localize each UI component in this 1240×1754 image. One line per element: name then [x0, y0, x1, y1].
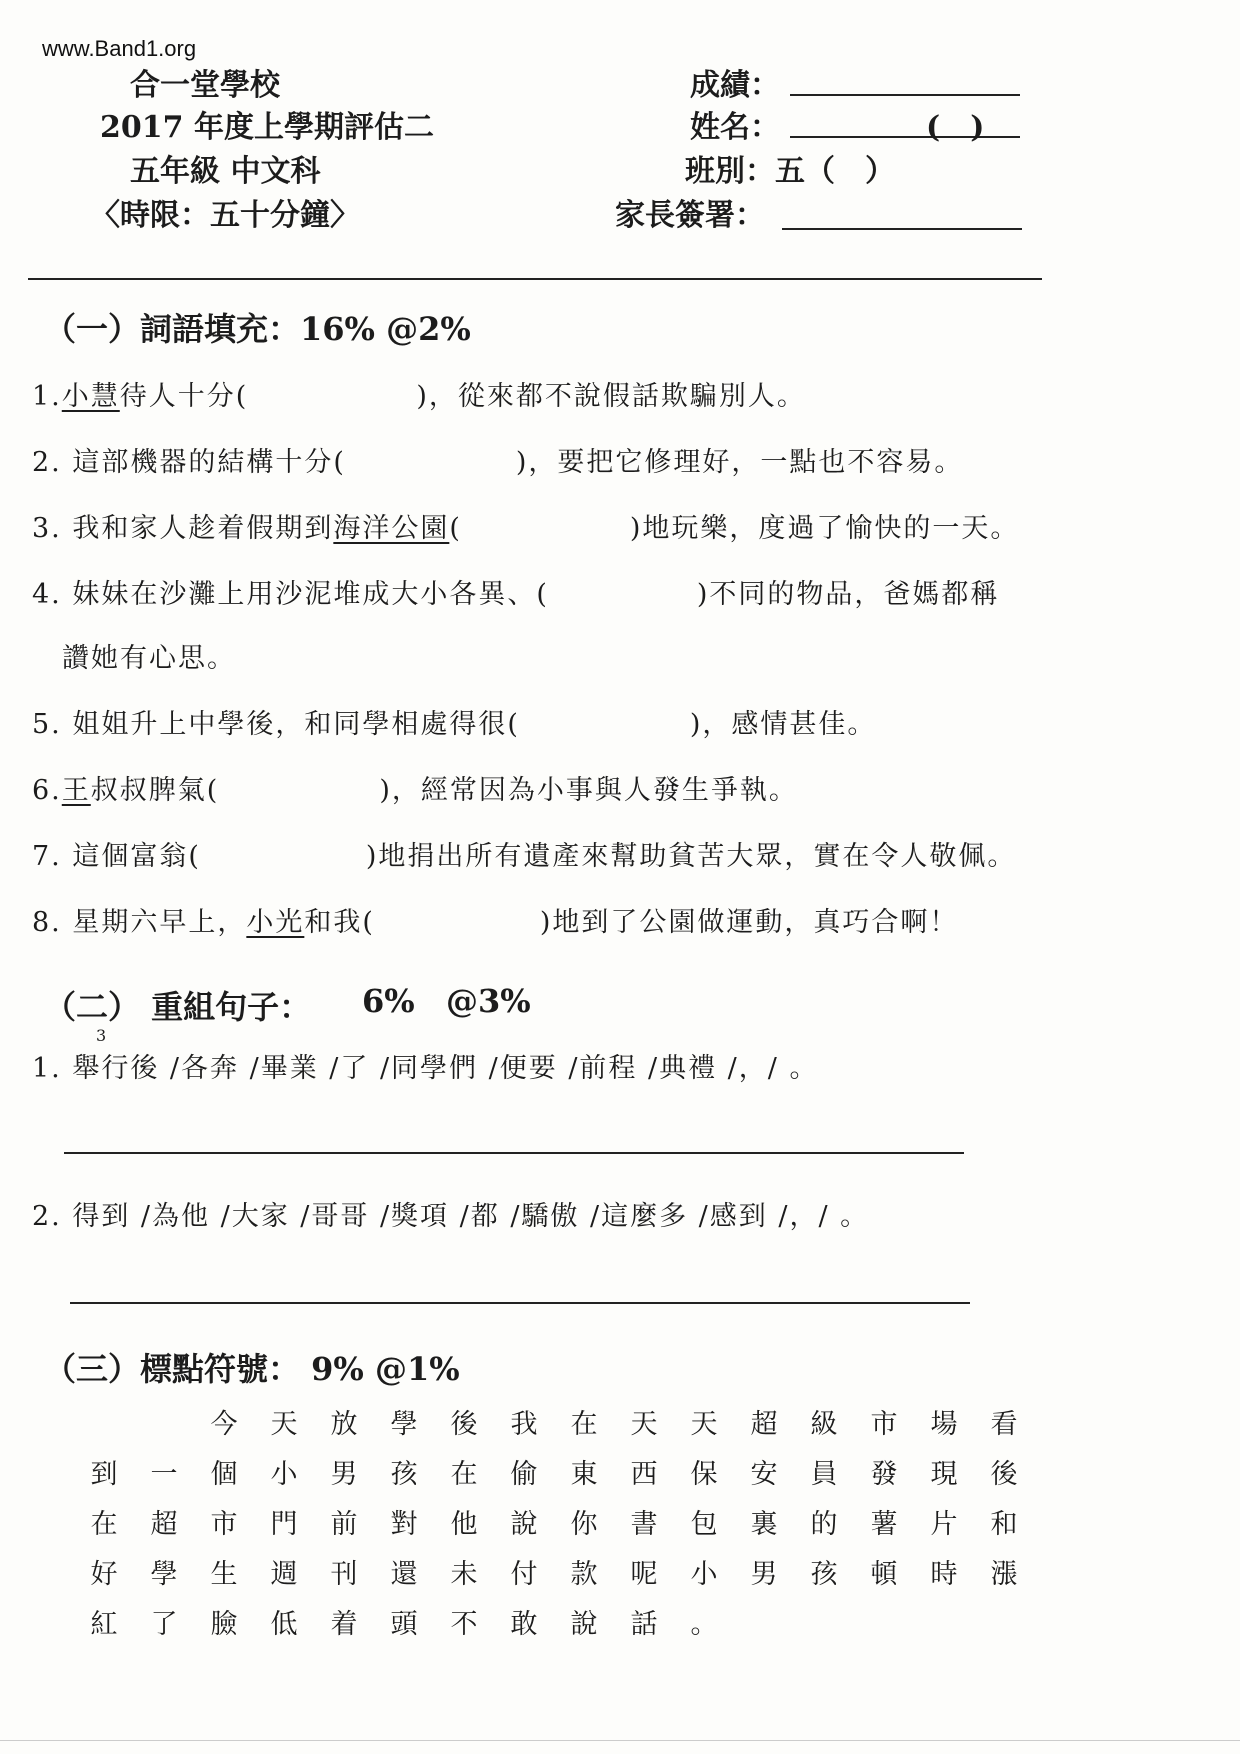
answer-line-2[interactable] — [70, 1302, 970, 1304]
handwritten-mark: 3 — [96, 1026, 107, 1045]
name-underlined: 王 — [61, 775, 91, 806]
passage-row: 好 學 生 週 刊 還 未 付 款 呢 小 男 孩 頓 時 漲 — [90, 1559, 1018, 1590]
section1-title: （一）詞語填充：16% @2% — [44, 310, 471, 348]
question-1: 1.小慧待人十分( )，從來都不說假話欺騙別人。 — [32, 381, 806, 412]
section2-each: @3% — [446, 982, 531, 1020]
reorder-question-2: 2. 得到 /為他 /大家 /哥哥 /獎項 /都 /驕傲 /這麼多 /感到 /，/ 。 — [32, 1201, 870, 1232]
parent-signature-label: 家長簽署： — [615, 198, 765, 233]
question-4: 4. 妹妹在沙灘上用沙泥堆成大小各異、( )不同的物品，爸媽都稱 — [32, 579, 1000, 610]
question-2: 2. 這部機器的結構十分( )，要把它修理好，一點也不容易。 — [32, 447, 964, 478]
question-8: 8. 星期六早上，小光和我( )地到了公園做運動，真巧合啊！ — [32, 907, 959, 938]
passage-row: 在 超 市 門 前 對 他 說 你 書 包 裏 的 薯 片 和 — [90, 1509, 1018, 1540]
score-label: 成績： — [690, 68, 780, 103]
class-number-paren: ( ) — [926, 110, 985, 145]
question-4-cont: 讚她有心思。 — [62, 643, 236, 674]
question-6: 6.王叔叔脾氣( )，經常因為小事與人發生爭執。 — [32, 775, 798, 806]
section2-title: （二） 重組句子： — [44, 988, 312, 1026]
section3-title: （三）標點符號： 9% @1% — [44, 1350, 460, 1388]
place-underlined: 海洋公園 — [333, 513, 450, 544]
question-7: 7. 這個富翁( )地捐出所有遺產來幫助貧苦大眾，實在令人敬佩。 — [32, 841, 1017, 872]
question-3: 3. 我和家人趁着假期到海洋公園( )地玩樂，度過了愉快的一天。 — [32, 513, 1020, 544]
section2-score: 6% — [362, 982, 415, 1020]
parent-signature-field[interactable] — [782, 192, 1022, 230]
reorder-question-1: 1. 舉行後 /各奔 /畢業 /了 /同學們 /便要 /前程 /典禮 /，/ 。 — [32, 1053, 819, 1084]
header-divider — [28, 278, 1042, 280]
name-label: 姓名： — [690, 110, 780, 145]
name-underlined: 小慧 — [61, 381, 120, 412]
name-field[interactable] — [790, 104, 1020, 138]
class-label: 班別：五（ ） — [685, 154, 895, 189]
name-underlined: 小光 — [246, 907, 305, 938]
question-5: 5. 姐姐升上中學後，和同學相處得很( )，感情甚佳。 — [32, 709, 877, 740]
grade-subject: 五年級 中文科 — [130, 154, 321, 189]
score-field[interactable] — [790, 62, 1020, 96]
school-name: 合一堂學校 — [130, 68, 280, 103]
passage-row: 今 天 放 學 後 我 在 天 天 超 級 市 場 看 — [210, 1409, 1018, 1440]
page-bottom-edge — [0, 1740, 1240, 1741]
passage-row: 到 一 個 小 男 孩 在 偷 東 西 保 安 員 發 現 後 — [90, 1459, 1018, 1490]
watermark: www.Band1.org — [42, 36, 197, 61]
answer-line-1[interactable] — [64, 1152, 964, 1154]
passage-row: 紅 了 臉 低 着 頭 不 敢 說 話 。 — [90, 1609, 718, 1640]
time-limit: 〈時限：五十分鐘〉 — [90, 198, 360, 233]
exam-title: 2017 年度上學期評估二 — [100, 110, 434, 145]
